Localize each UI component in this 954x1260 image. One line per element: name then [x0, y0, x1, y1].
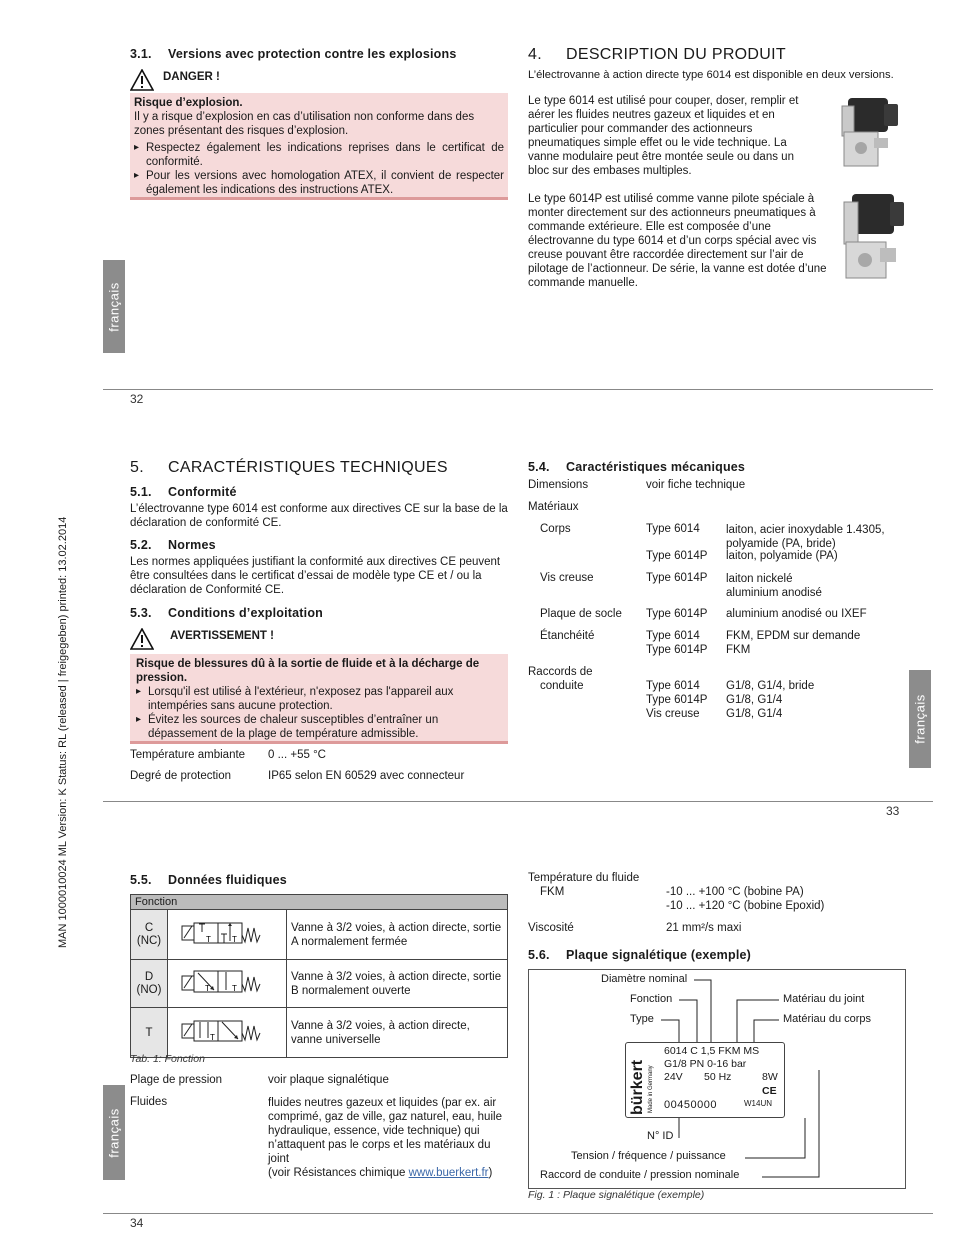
warning-label: AVERTISSEMENT !: [170, 630, 274, 642]
etanch-value: FKM, EPDM sur demande: [726, 630, 861, 642]
raccords-value: G1/8, G1/4, bride: [726, 680, 815, 692]
table-row: [131, 910, 508, 960]
language-tab: français: [103, 1085, 125, 1180]
function-code: T: [145, 1026, 153, 1039]
page-divider: [103, 801, 933, 802]
section-5-heading: 5. CARACTÉRISTIQUES TECHNIQUES: [130, 459, 448, 476]
vis-type: Type 6014P: [646, 572, 708, 584]
section-5-1-heading: 5.1. Conformité: [130, 485, 237, 499]
warning-header: [130, 625, 508, 653]
plate-power: 8W: [762, 1071, 778, 1083]
valve-6014p-image: [836, 188, 910, 284]
function-sub: (NO): [136, 983, 162, 996]
etanch-type: Type 6014: [646, 630, 700, 642]
document-status-line: MAN 1000010024 ML Version: K Status: RL (released | freigegeben) printed: 13.02.2014: [57, 516, 69, 948]
raccords-type: Type 6014P: [646, 694, 708, 706]
label-mat-joint: Matériau du joint: [783, 993, 865, 1005]
warning-triangle-icon: [130, 69, 154, 91]
pressure-value: voir plaque signalétique: [268, 1074, 389, 1086]
page-number: 34: [130, 1216, 144, 1230]
valve-6014-image: [834, 90, 904, 172]
label-diametre: Diamètre nominal: [601, 973, 688, 985]
table-row: [131, 960, 508, 1008]
ce-mark: CE: [762, 1085, 777, 1097]
raccords-label: Raccords de: [528, 666, 593, 678]
valve-symbol-nc: [168, 910, 286, 956]
raccords-type: Type 6014: [646, 680, 700, 692]
function-description: Vanne à 3/2 voies, à action directe, sortie A normalement fermée: [287, 910, 508, 960]
made-in-germany: Made in Germany: [648, 1065, 654, 1113]
table-row: [131, 1008, 508, 1058]
function-table: [130, 894, 508, 1058]
fluids-value: fluides neutres gazeux et liquides (par ex. air comprimé, gaz de ville, gaz naturel, eau, huile hydraulique, essence, vide technique) qui n’attaquent pas le corps et les matériaux du joint: [268, 1097, 502, 1165]
valve-symbol-no: [168, 960, 286, 1004]
buerkert-link[interactable]: www.buerkert.fr: [408, 1167, 489, 1179]
plate-id: 00450000: [664, 1099, 717, 1111]
burkert-logo: bürkert: [629, 1059, 646, 1115]
danger-heading: Risque d’explosion.: [134, 97, 243, 109]
plate-line-1: 6014 C 1,5 FKM MS: [664, 1045, 760, 1057]
fluids-label: Fluides: [130, 1096, 168, 1108]
raccords-label: conduite: [540, 680, 584, 692]
warning-triangle-icon: [130, 628, 154, 650]
section-4-paragraph-6014p: Le type 6014P est utilisé comme vanne pilote spéciale à monter directement sur des actionneurs pneumatiques à commande extérieure. Elle est composée d’une électrovanne du type 6014 et d’un corps spécial avec vis creuse pouvant être raccordée directement sur l’air de pilotage de l’actionneur. De série, la vanne est dotée d’une commande manuelle.: [528, 193, 827, 289]
function-description: Vanne à 3/2 voies, à action directe, sortie B normalement ouverte: [287, 960, 508, 1008]
section-5-1-text: L’électrovanne type 6014 est conforme aux directives CE sur la base de la déclaration de conformité CE.: [130, 503, 508, 529]
plate-line-2: G1/8 PN 0-16 bar: [664, 1058, 747, 1070]
viscosity-label: Viscosité: [528, 922, 574, 934]
corps-label: Corps: [540, 523, 571, 535]
warning-heading: Risque de blessures dû à la sortie de fluide et à la décharge de pression.: [136, 658, 480, 684]
valve-symbol-universal: [168, 1008, 286, 1054]
section-5-2-text: Les normes appliquées justifiant la conformité aux directives CE peuvent être consultées dans le certificat d’essai de modèle type CE et / ou la déclaration de Conformité CE.: [130, 556, 501, 596]
raccords-value: G1/8, G1/4: [726, 708, 783, 720]
fluids-value-block: [268, 1096, 510, 1180]
plate-frequency: 50 Hz: [704, 1071, 732, 1083]
corps-type: Type 6014: [646, 523, 700, 535]
plate-code: W14UN: [744, 1099, 773, 1108]
corps-value: laiton, polyamide (PA): [726, 550, 838, 562]
plate-voltage: 24V: [664, 1071, 683, 1083]
danger-bullet: ▸ Pour les versions avec homologation ATEX, il convient de respecter également les indications des instructions ATEX.: [134, 169, 504, 197]
section-4-intro: L’électrovanne à action directe type 6014 est disponible en deux versions.: [528, 69, 894, 81]
materials-label: Matériaux: [528, 501, 579, 513]
section-5-2-heading: 5.2. Normes: [130, 538, 216, 552]
function-code: D: [144, 970, 154, 983]
figure-caption: Fig. 1 : Plaque signalétique (exemple): [528, 1189, 705, 1201]
language-tab: français: [103, 260, 125, 353]
raccords-value: G1/8, G1/4: [726, 694, 783, 706]
section-5-4-heading: 5.4. Caractéristiques mécaniques: [528, 460, 746, 474]
section-4-heading: 4. DESCRIPTION DU PRODUIT: [528, 46, 786, 63]
page-number: 32: [130, 392, 144, 406]
raccords-type: Vis creuse: [646, 708, 700, 720]
table-caption: Tab. 1: Fonction: [130, 1053, 205, 1065]
port-label: T: [210, 1033, 215, 1042]
danger-box: [130, 93, 508, 200]
port-label: T: [205, 984, 210, 993]
page-number: 33: [886, 804, 900, 818]
dimensions-label: Dimensions: [528, 479, 589, 491]
fkm-label: FKM: [540, 886, 565, 898]
protection-value: IP65 selon EN 60529 avec connecteur: [268, 770, 465, 782]
etanch-value: FKM: [726, 644, 751, 656]
fluid-temp-label: Température du fluide: [528, 872, 640, 884]
corps-value: laiton, acier inoxydable 1.4305, polyamide (PA, bride): [726, 524, 885, 550]
label-type: Type: [630, 1013, 654, 1025]
language-tab: français: [909, 670, 931, 768]
danger-text: Il y a risque d’explosion en cas d’utilisation non conforme dans des zones présentant des risques d’explosion.: [134, 111, 475, 137]
dimensions-value: voir fiche technique: [646, 479, 746, 491]
fkm-value: -10 ... +100 °C (bobine PA): [666, 886, 804, 898]
danger-label: DANGER !: [163, 71, 220, 83]
page-divider: [103, 1213, 933, 1214]
plaque-type: Type 6014P: [646, 608, 708, 620]
function-table-header: Fonction: [131, 895, 508, 910]
warning-box: [130, 654, 508, 744]
ambient-temp-value: 0 ... +55 °C: [268, 749, 326, 761]
etanch-label: Étanchéité: [540, 630, 595, 642]
vis-label: Vis creuse: [540, 572, 594, 584]
nameplate-diagram: [528, 969, 906, 1189]
port-label: T: [232, 935, 237, 944]
label-fonction: Fonction: [630, 993, 673, 1005]
page-divider: [103, 389, 933, 390]
port-label: T: [232, 984, 237, 993]
section-3-1-heading: 3.1. Versions avec protection contre les explosions: [130, 47, 457, 61]
pressure-label: Plage de pression: [130, 1074, 223, 1086]
plaque-value: aluminium anodisé ou IXEF: [726, 608, 867, 620]
function-code: C: [144, 921, 154, 934]
nameplate-label: [625, 1042, 785, 1118]
etanch-type: Type 6014P: [646, 644, 708, 656]
function-sub: (NC): [136, 934, 162, 947]
section-5-5-heading: 5.5. Données fluidiques: [130, 873, 287, 887]
corps-type: Type 6014P: [646, 550, 708, 562]
warning-bullet: ▸ Évitez les sources de chaleur susceptibles d’entraîner un dépassement de la plage de température admissible.: [136, 713, 502, 741]
protection-label: Degré de protection: [130, 770, 232, 782]
danger-bullet: ▸ Respectez également les indications reprises dans le certificat de conformité.: [134, 141, 504, 169]
viscosity-value: 21 mm²/s maxi: [666, 922, 742, 934]
function-description: Vanne à 3/2 voies, à action directe, vanne universelle: [287, 1008, 508, 1058]
port-label: T: [206, 935, 211, 944]
warning-bullet: ▸ Lorsqu'il est utilisé à l'extérieur, n'exposez pas l'appareil aux intempéries sans aucune protection.: [136, 685, 502, 713]
label-tension: Tension / fréquence / puissance: [571, 1150, 726, 1162]
label-mat-corps: Matériau du corps: [783, 1013, 872, 1025]
section-5-6-heading: 5.6. Plaque signalétique (exemple): [528, 948, 752, 962]
label-raccord: Raccord de conduite / pression nominale: [540, 1169, 740, 1181]
label-n-id: N° ID: [647, 1130, 674, 1142]
vis-value: laiton nickelé aluminium anodisé: [726, 573, 822, 599]
danger-header: [130, 66, 508, 92]
fluids-reference: (voir Résistances chimique www.buerkert.fr): [268, 1167, 493, 1179]
fkm-value: -10 ... +120 °C (bobine Epoxid): [666, 900, 825, 912]
section-4-paragraph-6014: Le type 6014 est utilisé pour couper, doser, remplir et aérer les fluides neutres gazeux et liquides et en particulier pour commander des actionneurs pneumatiques simple effet ou le vide technique. La vanne modulaire peut être montée seule ou dans un bloc sur des embases multiples.: [528, 95, 799, 177]
section-5-3-heading: 5.3. Conditions d’exploitation: [130, 606, 323, 620]
plaque-label: Plaque de socle: [540, 608, 622, 620]
ambient-temp-label: Température ambiante: [130, 749, 246, 761]
